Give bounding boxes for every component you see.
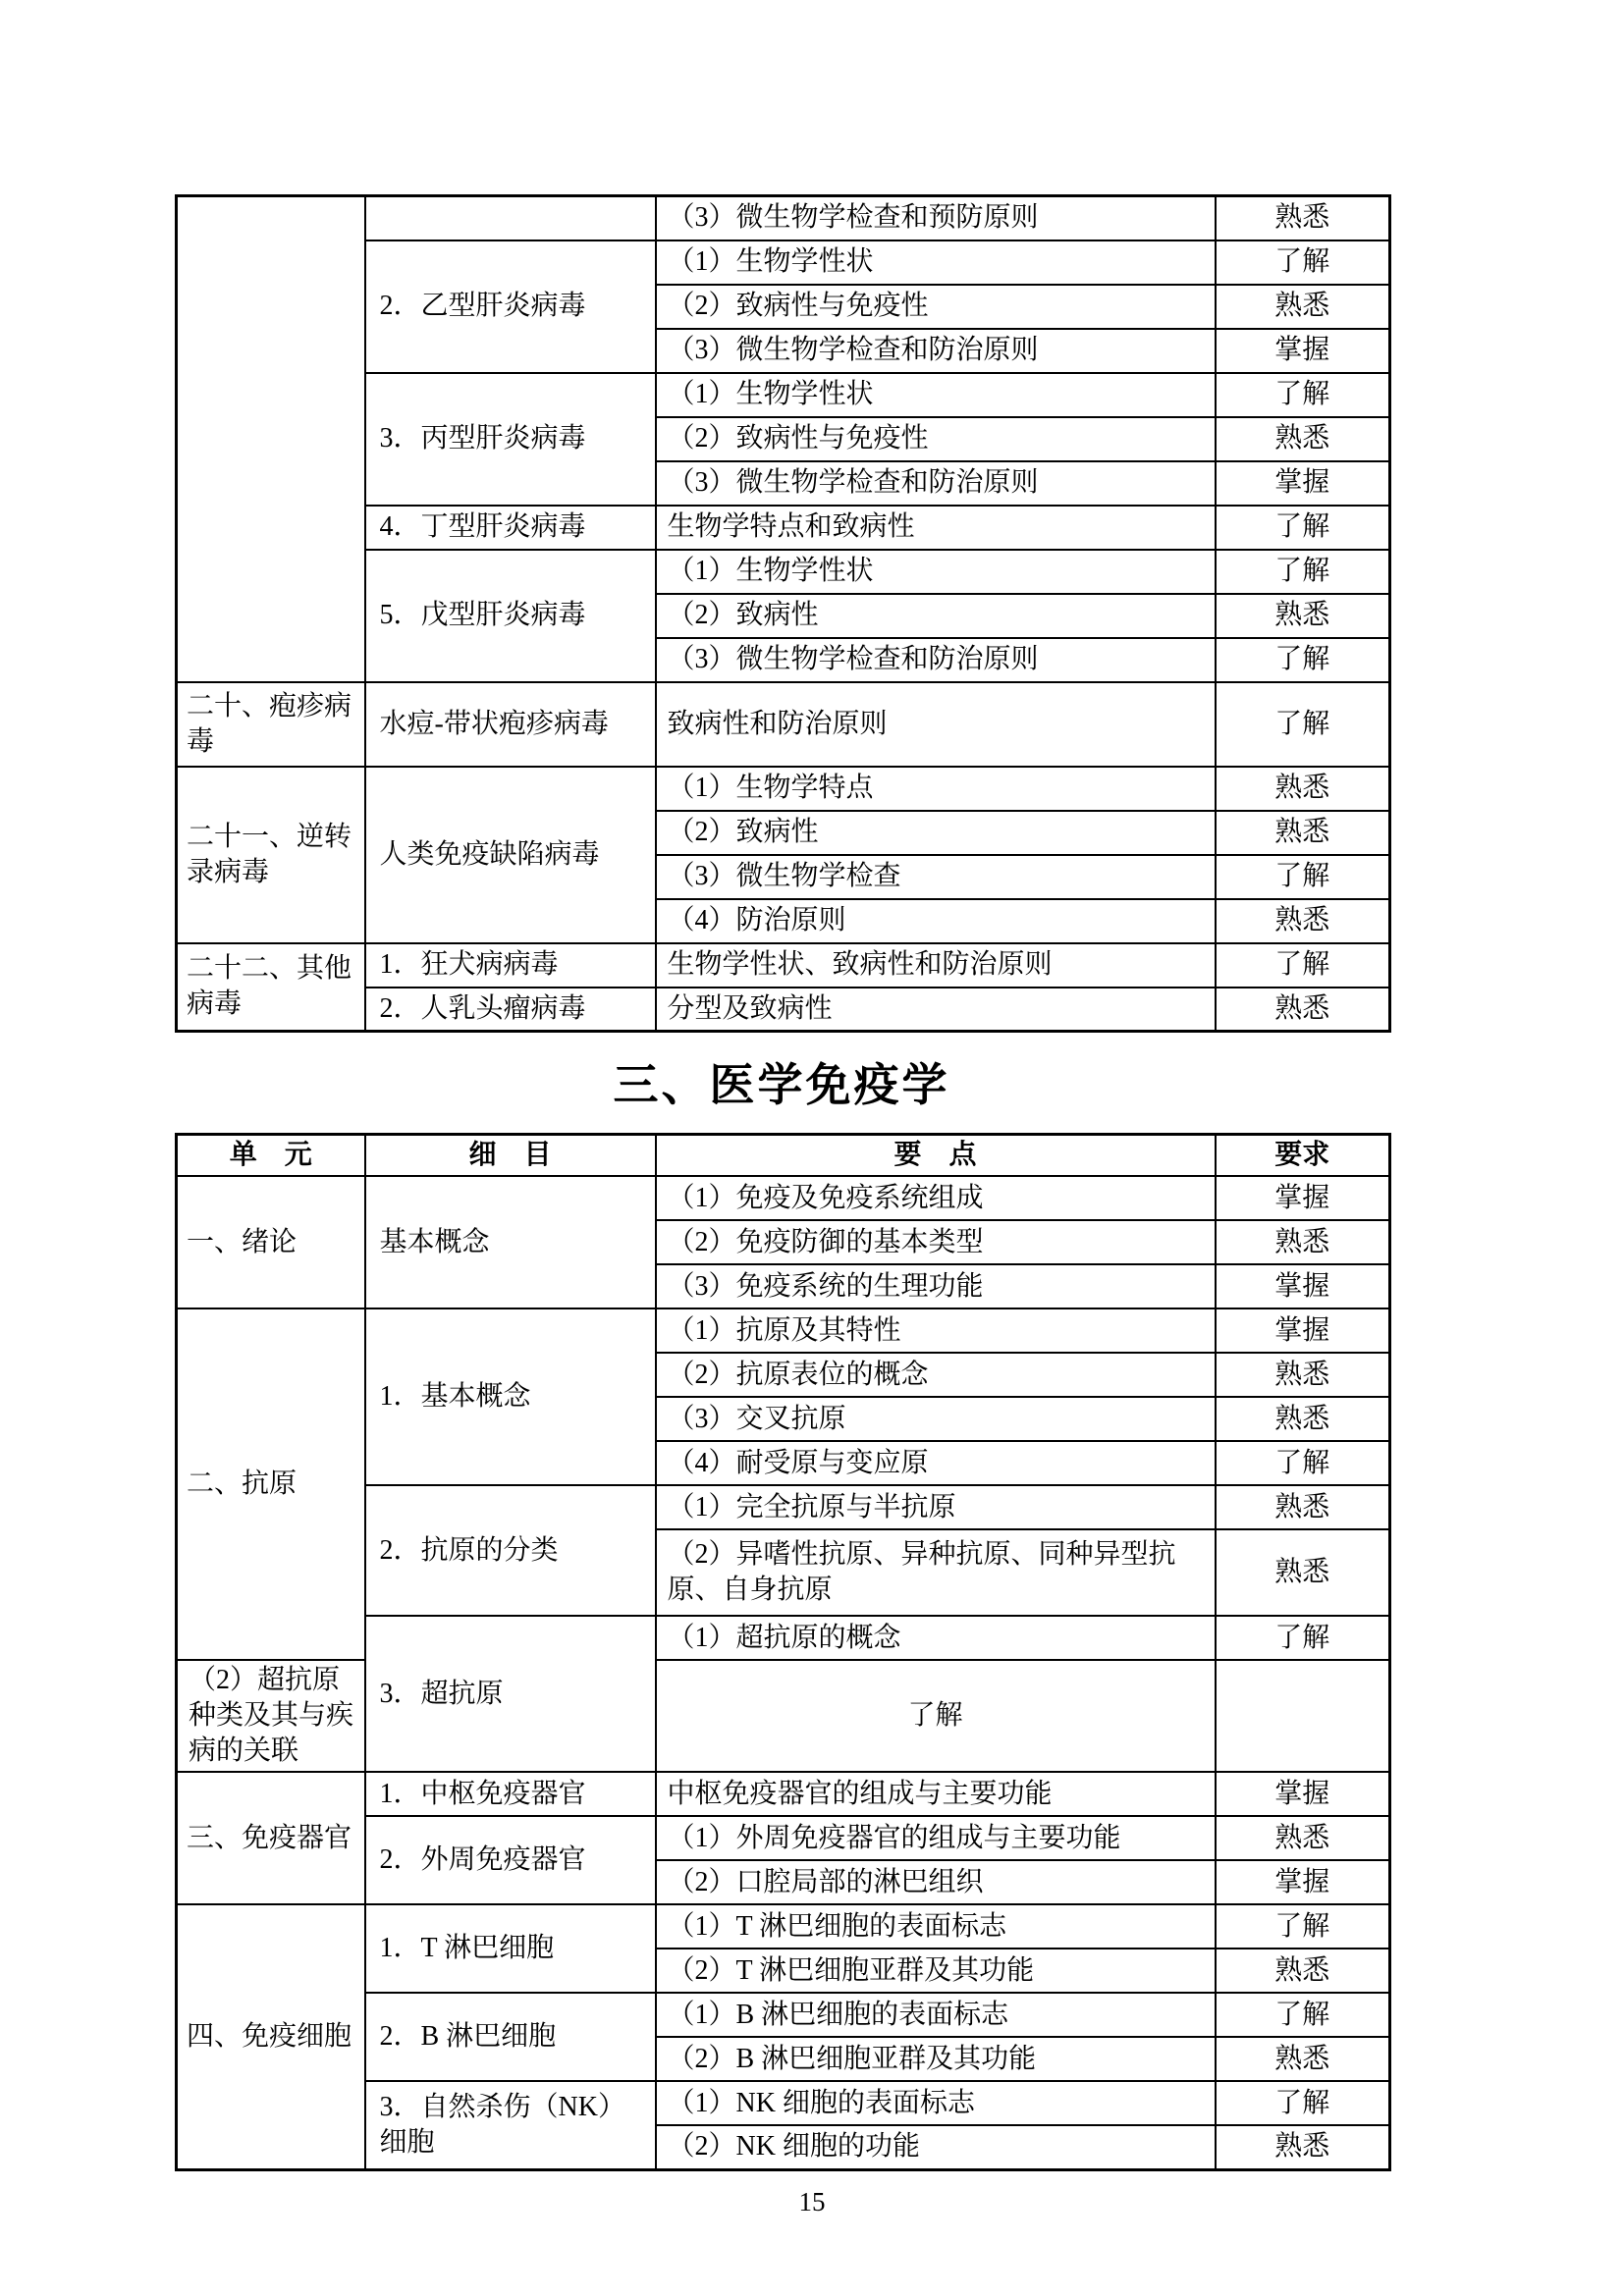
virology-table-body [177, 196, 1390, 1032]
point-cell: （2）免疫防御的基本类型 [656, 1220, 1216, 1264]
table-row [177, 1904, 1390, 1949]
table-row [177, 1660, 1390, 1772]
point-cell: （1）B 淋巴细胞的表面标志 [656, 1993, 1216, 2037]
req-cell: 掌握 [1216, 1308, 1390, 1353]
unit-cell: 二十二、其他病毒 [177, 943, 365, 1032]
point-cell: （1）完全抗原与半抗原 [656, 1485, 1216, 1529]
unit-cell: 四、免疫细胞 [177, 1904, 365, 2169]
req-cell: 掌握 [1216, 1772, 1390, 1816]
req-cell: 了解 [1216, 240, 1390, 285]
item-cell: 2．人乳头瘤病毒 [365, 988, 656, 1032]
point-cell: （1）生物学特点 [656, 767, 1216, 811]
point-cell: （4）耐受原与变应原 [656, 1441, 1216, 1485]
unit-cell: 二十、疱疹病毒 [177, 682, 365, 767]
req-cell: 掌握 [1216, 1860, 1390, 1904]
point-cell: （2）NK 细胞的功能 [656, 2125, 1216, 2169]
point-cell: （1）生物学性状 [656, 373, 1216, 417]
req-cell: 熟悉 [1216, 2037, 1390, 2081]
req-cell: 熟悉 [1216, 196, 1390, 240]
item-cell: 水痘-带状疱疹病毒 [365, 682, 656, 767]
point-cell: （4）防治原则 [656, 899, 1216, 943]
point-cell: （2）T 淋巴细胞亚群及其功能 [656, 1949, 1216, 1993]
req-cell: 掌握 [1216, 1264, 1390, 1308]
point-cell: 分型及致病性 [656, 988, 1216, 1032]
req-cell: 了解 [1216, 1616, 1390, 1660]
item-cell: 1．狂犬病病毒 [365, 943, 656, 988]
table-row [177, 943, 1390, 988]
item-cell: 1．基本概念 [365, 1308, 656, 1485]
header-cell: 要 点 [656, 1135, 1216, 1177]
req-cell: 熟悉 [1216, 767, 1390, 811]
req-cell: 熟悉 [1216, 1485, 1390, 1529]
point-cell: （3）微生物学检查和防治原则 [656, 461, 1216, 506]
req-cell: 了解 [1216, 550, 1390, 594]
req-cell: 了解 [1216, 682, 1390, 767]
req-cell: 熟悉 [1216, 899, 1390, 943]
req-cell: 掌握 [1216, 461, 1390, 506]
point-cell: 中枢免疫器官的组成与主要功能 [656, 1772, 1216, 1816]
item-cell: 2．乙型肝炎病毒 [365, 240, 656, 373]
req-cell: 熟悉 [1216, 1529, 1390, 1616]
unit-cell: 二、抗原 [177, 1308, 365, 1660]
req-cell: 了解 [1216, 373, 1390, 417]
req-cell: 了解 [1216, 1441, 1390, 1485]
point-cell: （3）交叉抗原 [656, 1397, 1216, 1441]
item-cell: 3．丙型肝炎病毒 [365, 373, 656, 506]
immunology-syllabus-table [175, 1133, 1391, 2171]
unit-cell: 三、免疫器官 [177, 1772, 365, 1904]
point-cell: （2）致病性 [656, 811, 1216, 855]
req-cell: 熟悉 [1216, 1353, 1390, 1397]
point-cell: （3）免疫系统的生理功能 [656, 1264, 1216, 1308]
table-row [177, 767, 1390, 811]
item-cell: 5．戊型肝炎病毒 [365, 550, 656, 682]
unit-cell: 二十一、逆转录病毒 [177, 767, 365, 943]
table-row [177, 196, 1390, 240]
req-cell: 熟悉 [1216, 417, 1390, 461]
req-cell: 了解 [1216, 943, 1390, 988]
item-cell: 1．T 淋巴细胞 [365, 1904, 656, 1993]
table-row [177, 1772, 1390, 1816]
point-cell: 致病性和防治原则 [656, 682, 1216, 767]
point-cell: （2）致病性与免疫性 [656, 417, 1216, 461]
req-cell: 熟悉 [1216, 285, 1390, 329]
point-cell: （1）外周免疫器官的组成与主要功能 [656, 1816, 1216, 1860]
immunology-table-body [177, 1176, 1390, 2169]
table-header-row [177, 1135, 1390, 1177]
req-cell: 了解 [1216, 2081, 1390, 2125]
table-row [177, 1308, 1390, 1353]
req-cell: 了解 [1216, 1904, 1390, 1949]
req-cell: 了解 [656, 1660, 1216, 1772]
point-cell: （1）免疫及免疫系统组成 [656, 1176, 1216, 1220]
item-cell: 1．中枢免疫器官 [365, 1772, 656, 1816]
item-cell: 4．丁型肝炎病毒 [365, 506, 656, 550]
point-cell: （3）微生物学检查和防治原则 [656, 329, 1216, 373]
req-cell: 了解 [1216, 638, 1390, 682]
point-cell: （3）微生物学检查和防治原则 [656, 638, 1216, 682]
req-cell: 掌握 [1216, 329, 1390, 373]
point-cell: （1）生物学性状 [656, 240, 1216, 285]
unit-cell [177, 196, 365, 682]
point-cell: （2）口腔局部的淋巴组织 [656, 1860, 1216, 1904]
point-cell: （2）致病性与免疫性 [656, 285, 1216, 329]
header-cell: 细 目 [365, 1135, 656, 1177]
item-cell: 3．超抗原 [365, 1616, 656, 1772]
point-cell: （1）T 淋巴细胞的表面标志 [656, 1904, 1216, 1949]
point-cell: （1）超抗原的概念 [656, 1616, 1216, 1660]
unit-cell: 一、绪论 [177, 1176, 365, 1308]
point-cell: （2）抗原表位的概念 [656, 1353, 1216, 1397]
point-cell: （3）微生物学检查和预防原则 [656, 196, 1216, 240]
item-cell: 人类免疫缺陷病毒 [365, 767, 656, 943]
req-cell: 熟悉 [1216, 1816, 1390, 1860]
req-cell: 熟悉 [1216, 1949, 1390, 1993]
item-cell [365, 196, 656, 240]
item-cell: 2．B 淋巴细胞 [365, 1993, 656, 2081]
point-cell: （3）微生物学检查 [656, 855, 1216, 899]
point-cell: （2）超抗原种类及其与疾病的关联 [177, 1660, 365, 1772]
header-cell: 要求 [1216, 1135, 1390, 1177]
point-cell: （1）抗原及其特性 [656, 1308, 1216, 1353]
req-cell: 熟悉 [1216, 1397, 1390, 1441]
req-cell: 掌握 [1216, 1176, 1390, 1220]
point-cell: （2）B 淋巴细胞亚群及其功能 [656, 2037, 1216, 2081]
req-cell: 了解 [1216, 1993, 1390, 2037]
req-cell: 熟悉 [1216, 594, 1390, 638]
req-cell: 熟悉 [1216, 2125, 1390, 2169]
point-cell: （1）生物学性状 [656, 550, 1216, 594]
item-cell: 3．自然杀伤（NK）细胞 [365, 2081, 656, 2169]
req-cell: 了解 [1216, 855, 1390, 899]
page-number: 15 [798, 2186, 826, 2216]
req-cell: 熟悉 [1216, 1220, 1390, 1264]
virology-syllabus-table [175, 194, 1391, 1033]
header-cell: 单 元 [177, 1135, 365, 1177]
item-cell: 2．外周免疫器官 [365, 1816, 656, 1904]
req-cell: 熟悉 [1216, 811, 1390, 855]
point-cell: 生物学特点和致病性 [656, 506, 1216, 550]
item-cell: 基本概念 [365, 1176, 656, 1308]
table-row [177, 682, 1390, 767]
item-cell: 2．抗原的分类 [365, 1485, 656, 1616]
req-cell: 了解 [1216, 506, 1390, 550]
table-row [177, 1176, 1390, 1220]
point-cell: （2）致病性 [656, 594, 1216, 638]
point-cell: 生物学性状、致病性和防治原则 [656, 943, 1216, 988]
section-title: 三、医学免疫学 [613, 1059, 950, 1110]
req-cell: 熟悉 [1216, 988, 1390, 1032]
point-cell: （2）异嗜性抗原、异种抗原、同种异型抗原、自身抗原 [656, 1529, 1216, 1616]
point-cell: （1）NK 细胞的表面标志 [656, 2081, 1216, 2125]
